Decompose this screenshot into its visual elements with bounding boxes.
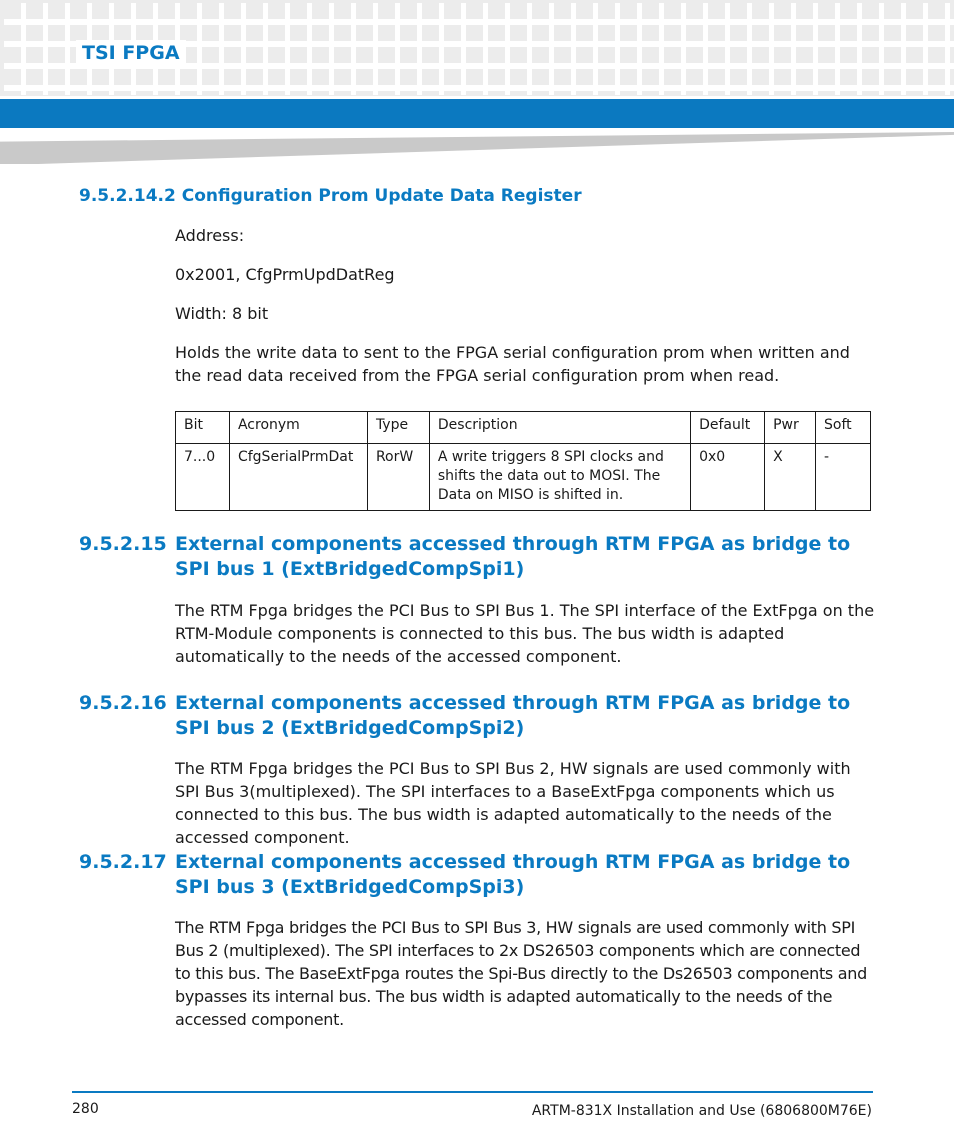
table-header-cell: Acronym [229,412,367,444]
section-number: 9.5.2.15 [79,533,167,555]
section-title: External components accessed through RTM FPGA as bridge to SPI bus 2 (ExtBridgedCompSpi2) [175,692,851,739]
table-cell-acronym: CfgSerialPrmDat [229,444,367,511]
section-heading-9-5-2-15 [79,532,879,582]
table-cell-default: 0x0 [691,444,765,511]
section-number: 9.5.2.16 [79,692,167,714]
section-heading-9-5-2-14-2: 9.5.2.14.2 Configuration Prom Update Data Register [79,186,582,206]
register-table [175,411,871,511]
section-heading-9-5-2-16 [79,691,879,741]
page-number: 280 [72,1101,99,1117]
table-header-cell: Bit [176,412,230,444]
table-cell-description: A write triggers 8 SPI clocks and shifts the data out to MOSI. The Data on MISO is shifted in. [429,444,690,511]
section-number: 9.5.2.17 [79,851,167,873]
table-header-cell: Description [429,412,690,444]
chapter-title: TSI FPGA [76,40,186,66]
table-header-cell: Soft [816,412,871,444]
address-value: 0x2001, CfgPrmUpdDatReg [175,265,395,284]
footer-rule [72,1091,873,1093]
table-cell-type: RorW [367,444,429,511]
table-row [176,444,871,511]
table-cell-soft: - [816,444,871,511]
table-cell-pwr: X [765,444,816,511]
table-cell-bit: 7...0 [176,444,230,511]
header-blue-band [0,99,954,128]
address-label: Address: [175,226,245,245]
table-header-cell: Default [691,412,765,444]
section-heading-9-5-2-17 [79,850,879,900]
header-gray-wedge [0,132,954,164]
table-header-cell: Type [367,412,429,444]
section-title: External components accessed through RTM FPGA as bridge to SPI bus 3 (ExtBridgedCompSpi3) [175,851,851,898]
section-body-9-5-2-17: The RTM Fpga bridges the PCI Bus to SPI Bus 3, HW signals are used commonly with SPI Bus 2 (multiplexed). The SPI interfaces to 2x DS26503 components which are connected to this bus. The BaseExtFpga routes the Spi-Bus directly to the Ds26503 components and bypasses its internal bus. The bus width is adapted automatically to the needs of the accessed component. [175,918,867,1029]
table-header-row [176,412,871,444]
table-header-cell: Pwr [765,412,816,444]
document-title: ARTM-831X Installation and Use (6806800M76E) [531,1103,872,1119]
section-title: External components accessed through RTM FPGA as bridge to SPI bus 1 (ExtBridgedCompSpi1) [175,533,851,580]
register-description: Holds the write data to sent to the FPGA serial configuration prom when written and the read data received from the FPGA serial configuration prom when read. [175,343,850,385]
section-body-9-5-2-16: The RTM Fpga bridges the PCI Bus to SPI Bus 2, HW signals are used commonly with SPI Bus 3(multiplexed). The SPI interfaces to a BaseExtFpga components which us connected to this bus. The bus width is adapted automatically to the needs of the accessed component. [175,759,851,847]
section-body-9-5-2-15: The RTM Fpga bridges the PCI Bus to SPI Bus 1. The SPI interface of the ExtFpga on the RTM-Module components is connected to this bus. The bus width is adapted automatically to the needs of the accessed component. [175,601,875,666]
register-width: Width: 8 bit [175,304,269,323]
